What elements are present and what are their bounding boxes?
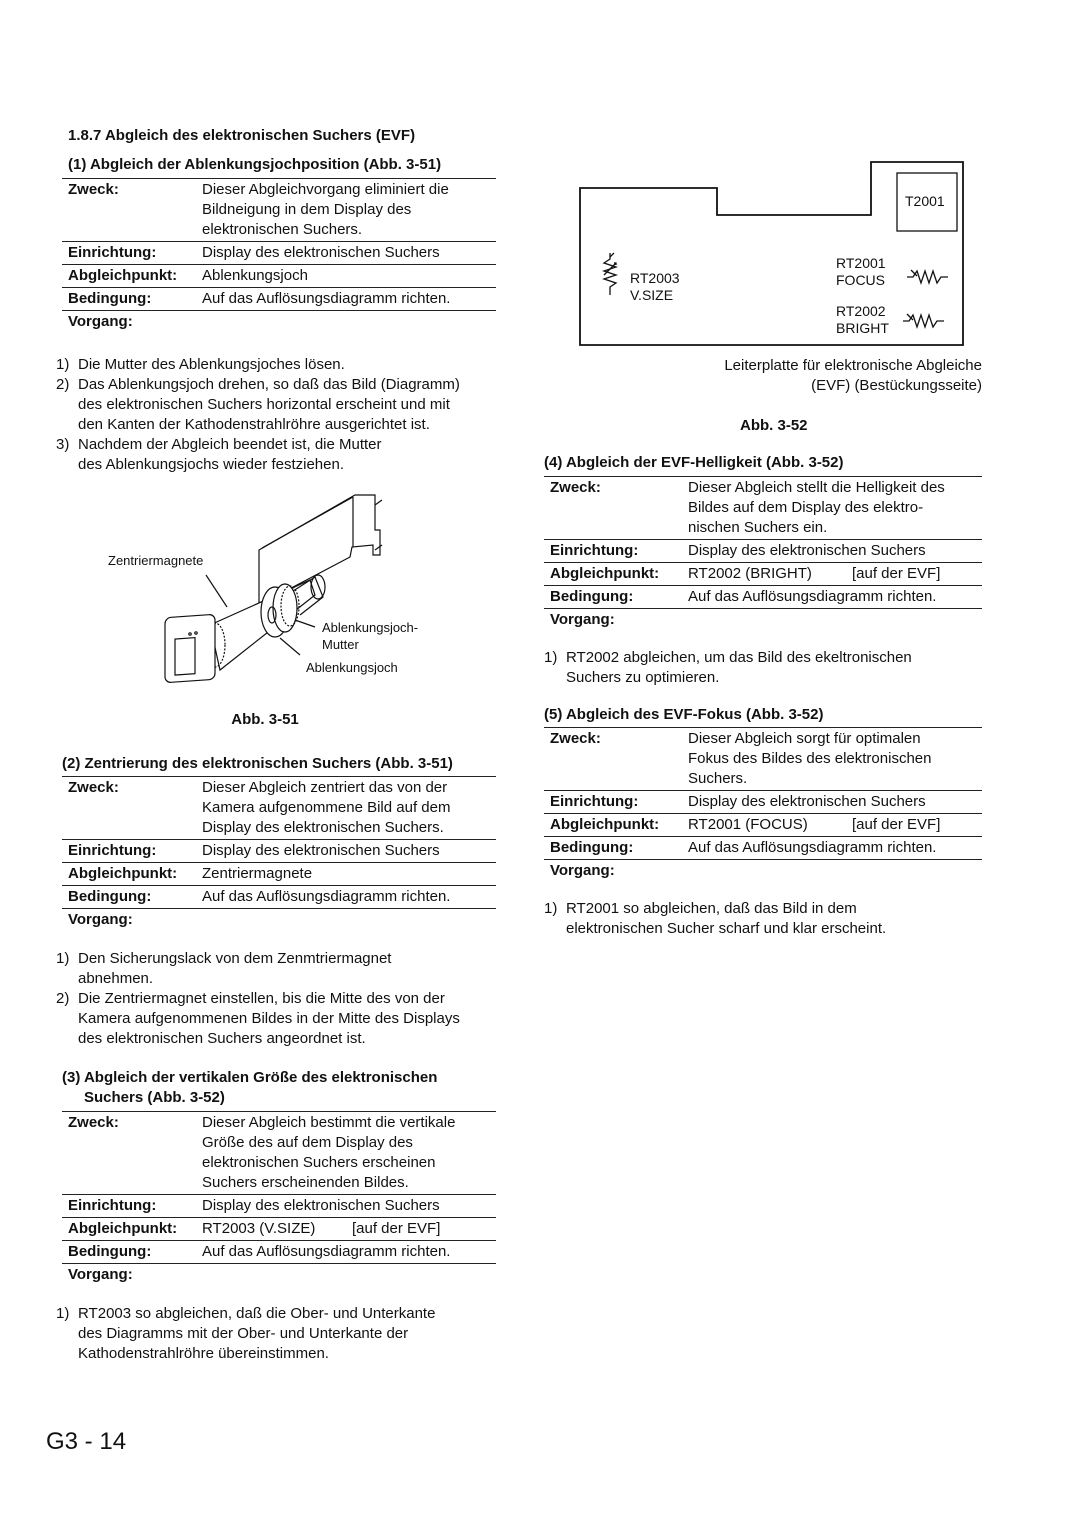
label-einrichtung: Einrichtung: [550, 793, 639, 810]
section-4-steps [544, 648, 984, 688]
label-zweck: Zweck: [68, 1114, 119, 1131]
row-bedingung [62, 1241, 496, 1264]
row-vorgang [544, 609, 982, 632]
label-vorgang: Vorgang: [68, 313, 133, 330]
figure-3-51-caption: Abb. 3-51 [231, 711, 299, 728]
section-1-spec-table [62, 178, 496, 333]
figure-3-52 [570, 155, 990, 355]
step: 1) Die Mutter des Ablenkungsjoches lösen. [56, 356, 345, 373]
label-vorgang: Vorgang: [550, 611, 615, 628]
value-abgleichpunkt: RT2001 (FOCUS) [auf der EVF] [688, 816, 941, 833]
label-einrichtung: Einrichtung: [68, 842, 157, 859]
section-4-spec-table [544, 476, 982, 631]
step: 2) Die Zentriermagnet einstellen, bis die Mitte des von der Kamera aufgenommenen Bildes in der Mitte des Displays des elektronischen Suchers angeordnet ist. [56, 990, 460, 1047]
label-bedingung: Bedingung: [68, 290, 152, 307]
row-einrichtung [62, 242, 496, 265]
section-3-spec-table [62, 1111, 496, 1286]
value-einrichtung: Display des elektronischen Suchers [688, 793, 926, 810]
row-bedingung [62, 886, 496, 909]
label-vorgang: Vorgang: [68, 911, 133, 928]
value-bedingung: Auf das Auflösungsdiagramm richten. [202, 1243, 451, 1260]
step: 3) Nachdem der Abgleich beendet ist, die Mutter des Ablenkungsjochs wieder festziehen. [56, 436, 382, 473]
section-2-spec-table [62, 776, 496, 931]
value-abgleichpunkt: Zentriermagnete [202, 865, 313, 882]
label-bedingung: Bedingung: [550, 588, 634, 605]
label-abgleichpunkt: Abgleichpunkt: [550, 816, 660, 833]
step: 1) RT2003 so abgleichen, daß die Ober- und Unterkante des Diagramms mit der Ober- und Unterkante der Kathodenstrahlröhre übereinstimmen. [56, 1305, 436, 1362]
label-abgleichpunkt: Abgleichpunkt: [68, 267, 178, 284]
variable-resistor-focus-icon [907, 270, 948, 283]
variable-resistor-bright-icon [903, 314, 944, 327]
step: 1) RT2002 abgleichen, um das Bild des ekeltronischen Suchers zu optimieren. [544, 649, 912, 686]
value-zweck: Dieser Abgleich sorgt für optimalen Fokus des Bildes des elektronischen Suchers. [688, 730, 932, 787]
row-einrichtung [544, 791, 982, 814]
value-einrichtung: Display des elektronischen Suchers [688, 542, 926, 559]
step: 1) Den Sicherungslack von dem Zenmtriermagnet abnehmen. [56, 950, 392, 987]
label-rt2002: RT2002 BRIGHT [836, 303, 889, 336]
row-bedingung [62, 288, 496, 311]
row-abgleichpunkt [544, 814, 982, 837]
label-rt2003: RT2003 V.SIZE [630, 270, 680, 303]
label-vorgang: Vorgang: [550, 862, 615, 879]
page-number: G3 - 14 [46, 1428, 127, 1455]
row-einrichtung [62, 1195, 496, 1218]
row-bedingung [544, 586, 982, 609]
step: 1) RT2001 so abgleichen, daß das Bild in dem elektronischen Sucher scharf und klar erscheint. [544, 900, 887, 937]
label-bedingung: Bedingung: [550, 839, 634, 856]
label-abgleichpunkt: Abgleichpunkt: [68, 865, 178, 882]
section-1-steps [56, 355, 506, 475]
row-zweck [544, 728, 982, 791]
section-5-title: (5) Abgleich des EVF-Fokus (Abb. 3-52) [544, 706, 824, 723]
section-5-steps [544, 899, 984, 939]
value-einrichtung: Display des elektronischen Suchers [202, 1197, 440, 1214]
row-vorgang [62, 311, 496, 334]
value-einrichtung: Display des elektronischen Suchers [202, 842, 440, 859]
label-einrichtung: Einrichtung: [68, 1197, 157, 1214]
label-ablenkungsjoch-mutter: Ablenkungsjoch- Mutter [322, 620, 419, 652]
row-vorgang [62, 909, 496, 932]
label-rt2001: RT2001 FOCUS [836, 255, 886, 288]
value-abgleichpunkt: RT2003 (V.SIZE) [auf der EVF] [202, 1220, 441, 1237]
step: 2) Das Ablenkungsjoch drehen, so daß das Bild (Diagramm) des elektronischen Suchers horizontal erscheint und mit den Kanten der Kathodenstrahlröhre ausgerichtet ist. [56, 376, 460, 433]
row-zweck [62, 777, 496, 840]
row-abgleichpunkt [62, 1218, 496, 1241]
row-zweck [62, 179, 496, 242]
figure-3-51 [90, 475, 440, 735]
row-abgleichpunkt [62, 863, 496, 886]
label-zweck: Zweck: [550, 479, 601, 496]
label-vorgang: Vorgang: [68, 1266, 133, 1283]
section-4-title: (4) Abgleich der EVF-Helligkeit (Abb. 3-52) [544, 454, 844, 471]
label-zweck: Zweck: [550, 730, 601, 747]
value-bedingung: Auf das Auflösungsdiagramm richten. [688, 588, 937, 605]
row-bedingung [544, 837, 982, 860]
label-bedingung: Bedingung: [68, 888, 152, 905]
value-einrichtung: Display des elektronischen Suchers [202, 244, 440, 261]
value-abgleichpunkt: Ablenkungsjoch [202, 267, 308, 284]
value-bedingung: Auf das Auflösungsdiagramm richten. [202, 290, 451, 307]
row-abgleichpunkt [62, 265, 496, 288]
value-zweck: Dieser Abgleich stellt die Helligkeit des Bildes auf dem Display des elektro- nischen Suchers ein. [688, 479, 945, 536]
value-zweck: Dieser Abgleichvorgang eliminiert die Bildneigung in dem Display des elektronischen Suchers. [202, 181, 449, 238]
label-zweck: Zweck: [68, 181, 119, 198]
value-bedingung: Auf das Auflösungsdiagramm richten. [688, 839, 937, 856]
section-1-title: (1) Abgleich der Ablenkungsjochposition (Abb. 3-51) [68, 156, 442, 173]
row-zweck [62, 1112, 496, 1195]
label-zentriermagnete: Zentriermagnete [108, 553, 204, 568]
section-2-steps [56, 949, 506, 1049]
chapter-heading: 1.8.7 Abgleich des elektronischen Suchers (EVF) [68, 127, 416, 144]
row-einrichtung [544, 540, 982, 563]
label-einrichtung: Einrichtung: [68, 244, 157, 261]
label-t2001: T2001 [905, 193, 945, 209]
row-abgleichpunkt [544, 563, 982, 586]
label-abgleichpunkt: Abgleichpunkt: [68, 1220, 178, 1237]
value-zweck: Dieser Abgleich zentriert das von der Kamera aufgenommene Bild auf dem Display des elektronischen Suchers. [202, 779, 451, 836]
row-zweck [544, 477, 982, 540]
value-bedingung: Auf das Auflösungsdiagramm richten. [202, 888, 451, 905]
label-bedingung: Bedingung: [68, 1243, 152, 1260]
label-zweck: Zweck: [68, 779, 119, 796]
label-ablenkungsjoch: Ablenkungsjoch [306, 660, 398, 675]
section-2-title: (2) Zentrierung des elektronischen Suchers (Abb. 3-51) [62, 755, 453, 772]
figure-3-52-description: Leiterplatte für elektronische Abgleiche (EVF) (Bestückungsseite) [724, 357, 982, 394]
row-vorgang [62, 1264, 496, 1287]
figure-3-52-caption: Abb. 3-52 [740, 417, 808, 434]
value-zweck: Dieser Abgleich bestimmt die vertikale Größe des auf dem Display des elektronischen Suchers erscheinen Suchers erscheinenden Bildes. [202, 1114, 456, 1191]
row-einrichtung [62, 840, 496, 863]
section-3-steps [56, 1304, 506, 1364]
section-3-title: (3) Abgleich der vertikalen Größe des elektronischen Suchers (Abb. 3-52) [62, 1069, 438, 1106]
row-vorgang [544, 860, 982, 883]
pcb-outline [570, 155, 990, 355]
variable-resistor-vertical-icon [604, 253, 616, 295]
label-einrichtung: Einrichtung: [550, 542, 639, 559]
label-abgleichpunkt: Abgleichpunkt: [550, 565, 660, 582]
value-abgleichpunkt: RT2002 (BRIGHT) [auf der EVF] [688, 565, 941, 582]
section-5-spec-table [544, 727, 982, 882]
